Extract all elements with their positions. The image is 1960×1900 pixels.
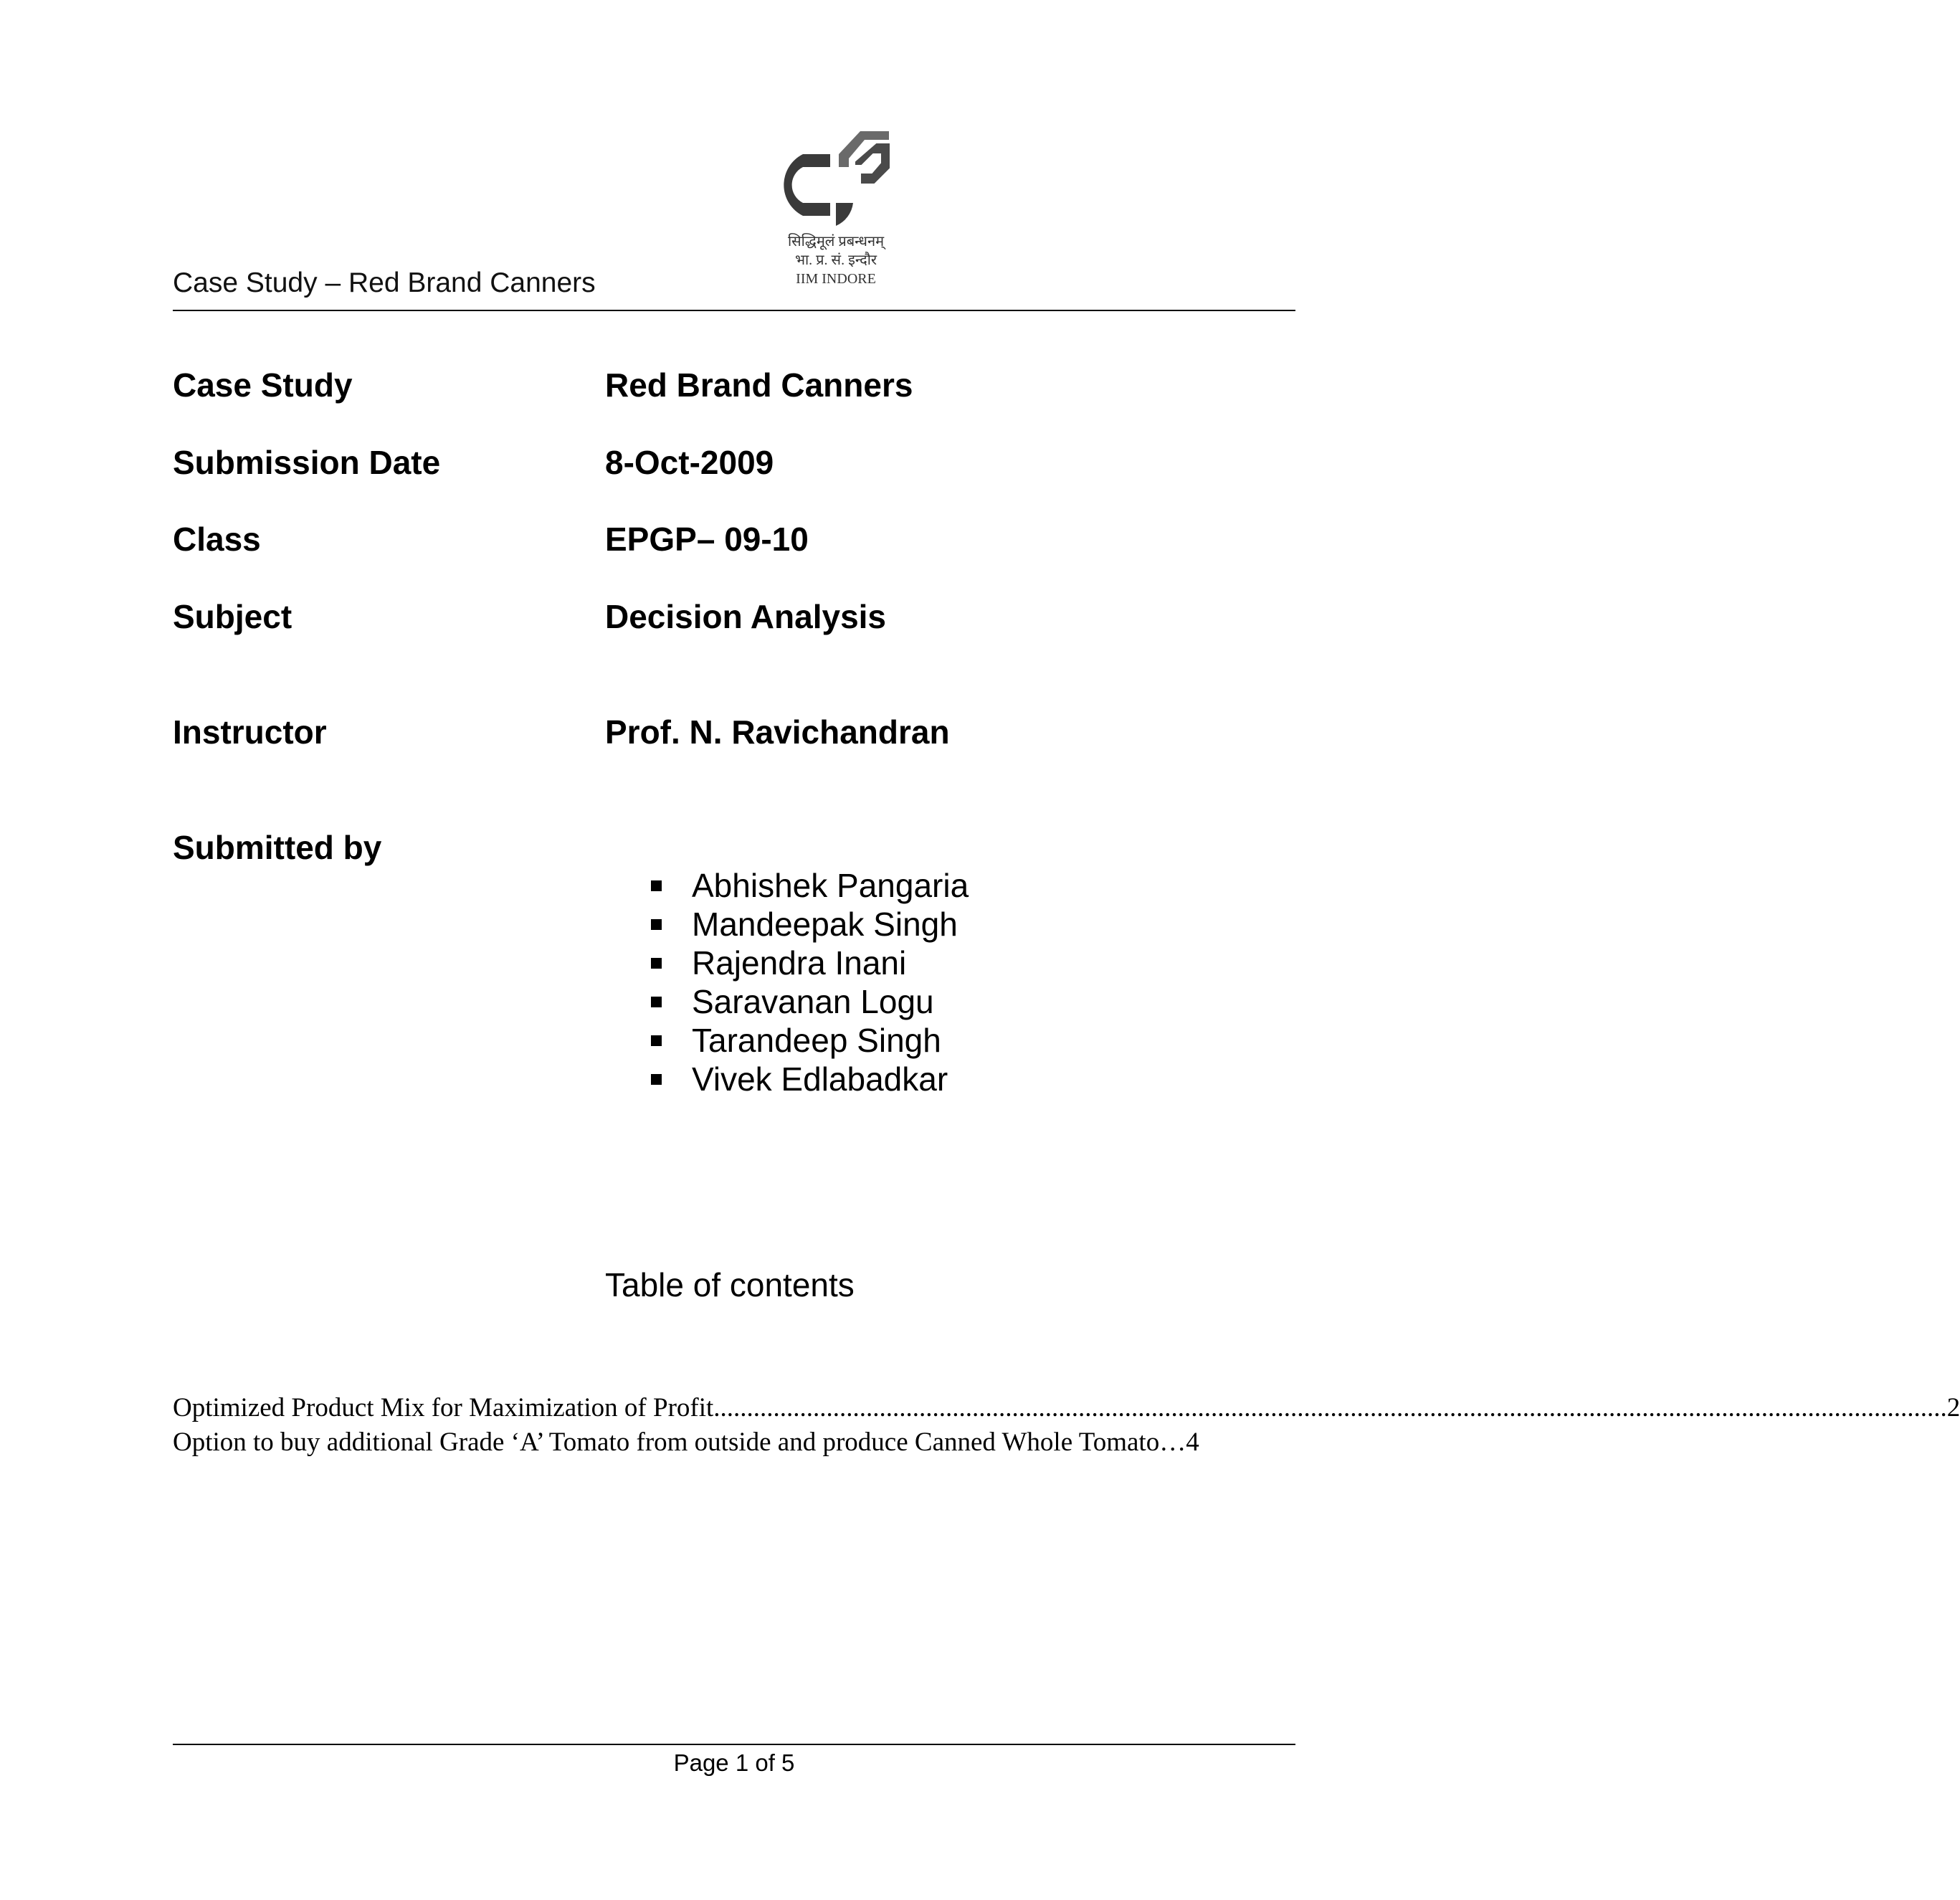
square-bullet-icon xyxy=(651,1074,662,1085)
subject-value: Decision Analysis xyxy=(605,598,887,635)
toc-page-number[interactable]: 4 xyxy=(1186,1428,1199,1457)
subject-label: Subject xyxy=(173,598,292,635)
toc-entry[interactable] xyxy=(173,1427,1295,1458)
toc-entry[interactable] xyxy=(173,1392,1960,1423)
square-bullet-icon xyxy=(651,958,662,969)
logo-name: IIM INDORE xyxy=(796,271,876,287)
member-name: Abhishek Pangaria xyxy=(692,867,969,904)
toc-page-number[interactable]: 2 xyxy=(1946,1393,1960,1422)
square-bullet-icon xyxy=(651,880,662,891)
case-study-label: Case Study xyxy=(173,366,353,404)
list-item xyxy=(649,944,969,982)
toc-entry-title[interactable]: Option to buy additional Grade ‘A’ Tomato from outside and produce Canned Whole Tomato xyxy=(173,1428,1160,1457)
header-title: Case Study – Red Brand Canners xyxy=(173,267,596,298)
instructor-label: Instructor xyxy=(173,713,327,751)
toc-entry-title[interactable]: Optimized Product Mix for Maximization of Profit xyxy=(173,1393,714,1422)
member-name: Rajendra Inani xyxy=(692,944,907,982)
member-name: Saravanan Logu xyxy=(692,983,934,1020)
member-name: Vivek Edlabadkar xyxy=(692,1060,948,1098)
toc-leader-dots: … xyxy=(1159,1428,1186,1457)
logo-motto: सिद्धिमूलं प्रबन्धनम् xyxy=(787,234,885,250)
list-item xyxy=(649,982,969,1021)
member-name: Mandeepak Singh xyxy=(692,906,958,943)
square-bullet-icon xyxy=(651,919,662,930)
class-label: Class xyxy=(173,521,261,558)
case-study-value: Red Brand Canners xyxy=(605,366,913,404)
toc-heading: Table of contents xyxy=(605,1266,855,1303)
page-number: Page 1 of 5 xyxy=(673,1749,795,1776)
submission-date-value: 8-Oct-2009 xyxy=(605,444,774,481)
header-divider xyxy=(173,310,1295,311)
members-list xyxy=(649,866,969,1098)
toc-leader-dots: .......................................................................................................................................................................................... xyxy=(713,1393,1947,1422)
class-value: EPGP– 09-10 xyxy=(605,521,809,558)
square-bullet-icon xyxy=(651,1035,662,1046)
iim-indore-logo xyxy=(789,125,910,294)
submission-date-label: Submission Date xyxy=(173,444,441,481)
footer-divider xyxy=(173,1744,1295,1745)
list-item xyxy=(649,1060,969,1098)
square-bullet-icon xyxy=(651,997,662,1007)
member-name: Tarandeep Singh xyxy=(692,1022,941,1059)
list-item xyxy=(649,1021,969,1060)
instructor-value: Prof. N. Ravichandran xyxy=(605,713,950,751)
list-item xyxy=(649,905,969,944)
logo-hindi-name: भा. प्र. सं. इन्दौर xyxy=(794,252,877,268)
submitted-by-label: Submitted by xyxy=(173,829,382,866)
list-item xyxy=(649,866,969,905)
